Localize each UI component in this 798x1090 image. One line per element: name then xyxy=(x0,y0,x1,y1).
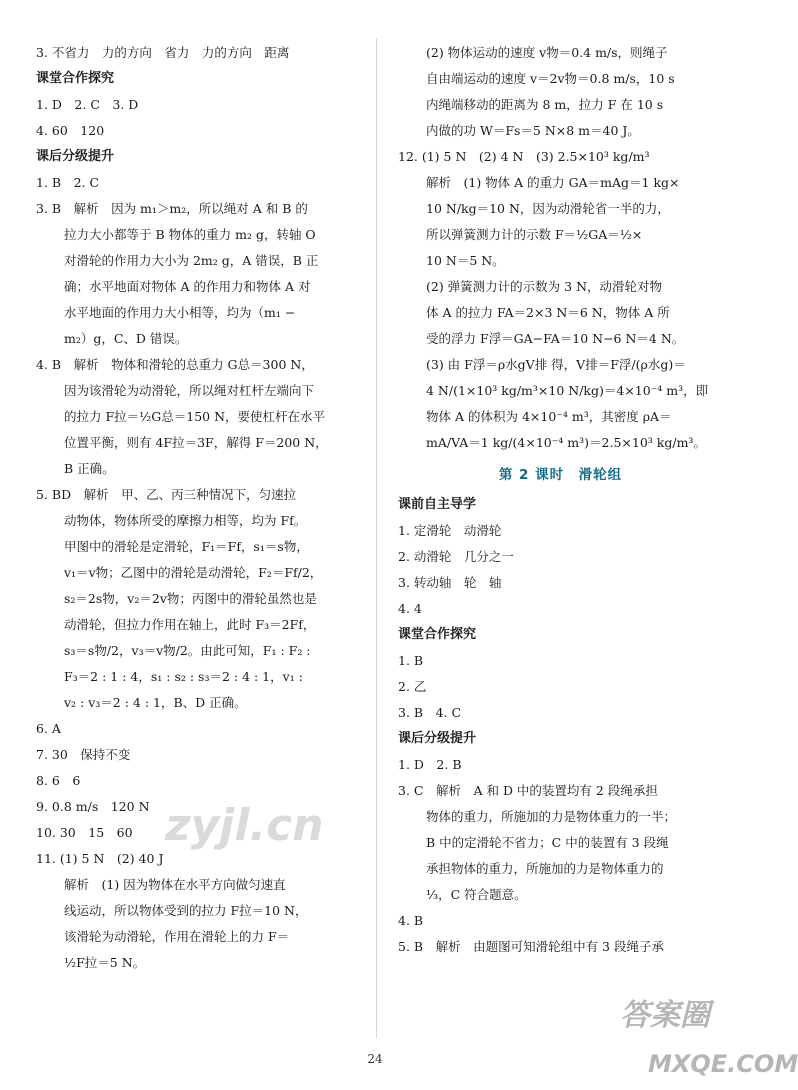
answer-continuation: 动滑轮，但拉力作用在轴上，此时 F₃＝2Ff， xyxy=(64,617,316,632)
right-column xyxy=(398,40,723,960)
column-divider xyxy=(376,38,377,1038)
lesson-title: 第 2 课时 滑轮组 xyxy=(498,467,623,483)
answer-line: 1. D 2. C 3. D xyxy=(36,97,139,112)
answer-continuation: B 正确。 xyxy=(64,461,115,476)
answer-continuation: 水平地面的作用力大小相等，均为（m₁ − xyxy=(64,305,296,320)
answer-continuation: mA/VA＝1 kg/(4×10⁻⁴ m³)＝2.5×10³ kg/m³。 xyxy=(426,435,706,450)
answer-continuation: v₁＝v物；乙图中的滑轮是动滑轮，F₂＝Ff/2， xyxy=(64,565,323,580)
answer-line: 3. B 解析 因为 m₁＞m₂，所以绳对 A 和 B 的 xyxy=(36,201,308,216)
answer-line: 3. B 4. C xyxy=(398,705,462,720)
answer-continuation: F₃＝2 : 1 : 4，s₁ : s₂ : s₃＝2 : 4 : 1，v₁ : xyxy=(64,669,303,684)
answer-line: 4. B 解析 物体和滑轮的总重力 G总＝300 N， xyxy=(36,357,314,372)
answer-continuation: 位置平衡，则有 4F拉＝3F，解得 F＝200 N， xyxy=(64,435,328,450)
answer-line: 4. 4 xyxy=(398,601,422,616)
answer-continuation: 10 N/kg＝10 N，因为动滑轮省一半的力， xyxy=(426,201,670,216)
answer-line: 7. 30 保持不变 xyxy=(36,747,131,762)
answer-continuation: 线运动，所以物体受到的拉力 F拉＝10 N， xyxy=(64,903,308,918)
answer-line: 3. 转动轴 轮 轴 xyxy=(398,575,502,590)
answer-continuation: (2) 物体运动的速度 v物＝0.4 m/s，则绳子 xyxy=(426,45,668,60)
answer-continuation: v₂ : v₃＝2 : 4 : 1，B、D 正确。 xyxy=(64,695,247,710)
section-heading: 课堂合作探究 xyxy=(398,627,477,642)
answer-line: 10. 30 15 60 xyxy=(36,825,133,840)
section-heading: 课后分级提升 xyxy=(398,731,477,746)
watermark-mxqe: MXQE.COM xyxy=(648,1050,798,1078)
answer-continuation: s₂＝2s物，v₂＝2v物；丙图中的滑轮虽然也是 xyxy=(64,591,317,606)
answer-continuation: (2) 弹簧测力计的示数为 3 N，动滑轮对物 xyxy=(426,279,663,294)
answer-continuation: B 中的定滑轮不省力；C 中的装置有 3 段绳 xyxy=(426,835,669,850)
watermark-daanquan: 答案圈 xyxy=(620,998,710,1033)
answer-continuation: 确；水平地面对物体 A 的作用力和物体 A 对 xyxy=(64,279,311,294)
answer-line: 3. C 解析 A 和 D 中的装置均有 2 段绳承担 xyxy=(398,783,658,798)
answer-continuation: 动物体，物体所受的摩擦力相等，均为 Ff。 xyxy=(64,513,307,528)
answer-line: 5. BD 解析 甲、乙、丙三种情况下，匀速拉 xyxy=(36,487,297,502)
answer-continuation: 受的浮力 F浮＝GA−FA＝10 N−6 N＝4 N。 xyxy=(426,331,685,346)
answer-continuation: s₃＝s物/2，v₃＝v物/2。由此可知，F₁ : F₂ : xyxy=(64,643,311,658)
answer-continuation: 自由端运动的速度 v＝2v物＝0.8 m/s，10 s xyxy=(426,71,675,86)
answer-continuation: 4 N/(1×10³ kg/m³×10 N/kg)＝4×10⁻⁴ m³，即 xyxy=(426,383,709,398)
section-heading: 课前自主导学 xyxy=(398,497,477,512)
answer-continuation: 对滑轮的作用力大小为 2m₂ g，A 错误，B 正 xyxy=(64,253,319,268)
answer-line: 1. B 2. C xyxy=(36,175,100,190)
answer-line: 1. B xyxy=(398,653,424,668)
page-number: 24 xyxy=(367,1052,383,1066)
answer-continuation: 该滑轮为动滑轮，作用在滑轮上的力 F＝ xyxy=(64,929,290,944)
answer-continuation: ½F拉＝5 N。 xyxy=(64,955,146,970)
answer-line: 2. 动滑轮 几分之一 xyxy=(398,549,514,564)
answer-continuation: 因为该滑轮为动滑轮，所以绳对杠杆左端向下 xyxy=(64,383,315,398)
answer-line: 2. 乙 xyxy=(398,679,427,694)
answer-line: 12. (1) 5 N (2) 4 N (3) 2.5×10³ kg/m³ xyxy=(398,149,650,164)
answer-continuation: 内绳端移动的距离为 8 m，拉力 F 在 10 s xyxy=(426,97,664,112)
answer-continuation: 甲图中的滑轮是定滑轮，F₁＝Ff，s₁＝s物， xyxy=(64,539,309,554)
answer-continuation: 所以弹簧测力计的示数 F＝½GA＝½× xyxy=(426,227,643,242)
answer-line: 5. B 解析 由题图可知滑轮组中有 3 段绳子承 xyxy=(398,939,664,954)
answer-continuation: 体 A 的拉力 FA＝2×3 N＝6 N，物体 A 所 xyxy=(426,305,670,320)
answer-line: 11. (1) 5 N (2) 40 J xyxy=(36,851,164,866)
answer-continuation: 内做的功 W＝Fs＝5 N×8 m＝40 J。 xyxy=(426,123,640,138)
answer-continuation: 的拉力 F拉＝½G总＝150 N，要使杠杆在水平 xyxy=(64,409,326,424)
answer-line: 1. 定滑轮 动滑轮 xyxy=(398,523,502,538)
answer-continuation: m₂）g，C、D 错误。 xyxy=(64,331,188,346)
section-heading: 课后分级提升 xyxy=(36,149,115,164)
section-heading: 课堂合作探究 xyxy=(36,71,115,86)
answer-line: 6. A xyxy=(36,721,61,736)
answer-continuation: 10 N＝5 N。 xyxy=(426,253,505,268)
answer-line: 8. 6 6 xyxy=(36,773,81,788)
answer-line: 1. D 2. B xyxy=(398,757,462,772)
answer-continuation: 解析 (1) 因为物体在水平方向做匀速直 xyxy=(64,877,286,892)
answer-continuation: (3) 由 F浮＝ρ水gV排 得，V排＝F浮/(ρ水g)＝ xyxy=(426,357,686,372)
answer-line: 4. 60 120 xyxy=(36,123,105,138)
answer-continuation: 拉力大小都等于 B 物体的重力 m₂ g，转轴 O xyxy=(64,227,316,242)
answer-continuation: 解析 (1) 物体 A 的重力 GA＝mAg＝1 kg× xyxy=(426,175,680,190)
answer-continuation: 承担物体的重力，所施加的力是物体重力的 xyxy=(426,861,664,876)
answer-continuation: 物体 A 的体积为 4×10⁻⁴ m³，其密度 ρA＝ xyxy=(426,409,672,424)
answer-line: 9. 0.8 m/s 120 N xyxy=(36,799,150,814)
watermark-zyjl: zyjl.cn xyxy=(165,800,324,851)
answer-continuation: ⅓，C 符合题意。 xyxy=(426,887,527,902)
answer-continuation: 物体的重力，所施加的力是物体重力的一半； xyxy=(426,809,677,824)
answer-line: 4. B xyxy=(398,913,424,928)
answer-line: 3. 不省力 力的方向 省力 力的方向 距离 xyxy=(36,45,290,60)
